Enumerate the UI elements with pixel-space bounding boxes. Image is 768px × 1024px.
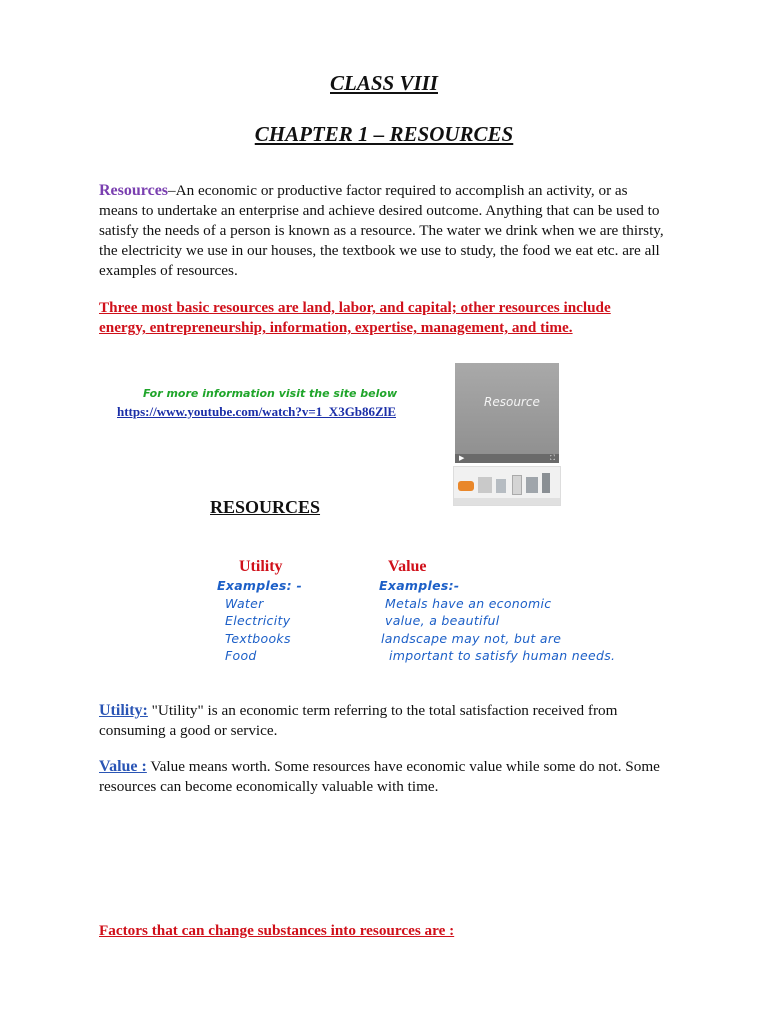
- basic-resources-line-1: Three most basic resources are land, labor, and capital; other resources include: [99, 299, 611, 316]
- value-definition: [99, 757, 669, 797]
- basic-resources-line-2: energy, entrepreneurship, information, expertise, management, and time.: [99, 319, 573, 336]
- building-icon: [478, 477, 492, 493]
- video-thumbnail-label: Resource: [484, 395, 540, 409]
- video-controls-bar-2: [454, 498, 560, 505]
- utility-item: Textbooks: [225, 630, 291, 646]
- intro-text: –An economic or productive factor required to accomplish an activity, or as means to undertake an enterprise and achieve desired outcome. Anything that can be used to satisfy the needs of a person is known as a resource. The water we drink when we are thirsty, the electricity we use in our houses, the textbook we use to study, the food we eat etc. are all examples of resources.: [99, 182, 664, 279]
- chapter-title: CHAPTER 1 – RESOURCES: [254, 122, 514, 146]
- vehicle-icon: [458, 481, 474, 491]
- building-icon-2: [496, 479, 506, 493]
- value-heading: Value: [388, 558, 427, 575]
- value-definition-text: Value means worth. Some resources have economic value while some do not. Some resources can become economically valuable with time.: [99, 758, 660, 795]
- more-info-note: For more information visit the site below: [143, 387, 398, 400]
- tower-icon: [542, 473, 550, 493]
- utility-examples-label: Examples: -: [217, 578, 303, 593]
- video-thumbnail[interactable]: [455, 363, 559, 463]
- value-examples: [379, 577, 615, 665]
- value-term: Value :: [99, 758, 147, 775]
- resources-term: Resources: [99, 182, 169, 199]
- utility-definition: [99, 701, 669, 741]
- video-thumbnail-preview[interactable]: [453, 466, 561, 506]
- utility-item: Water: [225, 595, 264, 611]
- utility-definition-text: "Utility" is an economic term referring to the total satisfaction received from consuming a good or service.: [99, 702, 618, 739]
- value-line: Metals have an economic: [385, 595, 552, 611]
- utility-item: Food: [225, 648, 257, 663]
- utility-item: Electricity: [225, 613, 291, 628]
- intro-paragraph: [99, 181, 669, 281]
- utility-term: Utility:: [99, 702, 148, 719]
- factors-heading: Factors that can change substances into resources are :: [99, 922, 455, 939]
- fullscreen-icon[interactable]: ⛶: [550, 454, 555, 462]
- value-line: value, a beautiful: [385, 613, 500, 628]
- class-title: CLASS VIII: [330, 71, 438, 95]
- value-examples-label: Examples:-: [379, 578, 460, 593]
- utility-examples: [217, 577, 302, 665]
- play-icon[interactable]: ▶: [459, 454, 465, 462]
- machine-icon: [526, 477, 538, 493]
- utility-heading: Utility: [239, 558, 283, 575]
- door-icon: [512, 475, 522, 495]
- youtube-link[interactable]: https://www.youtube.com/watch?v=1_X3Gb86ZlE: [117, 404, 396, 419]
- value-line: landscape may not, but are: [381, 630, 562, 646]
- value-line: important to satisfy human needs.: [389, 648, 616, 663]
- video-controls-bar: [455, 454, 559, 463]
- resources-heading: RESOURCES: [210, 497, 321, 517]
